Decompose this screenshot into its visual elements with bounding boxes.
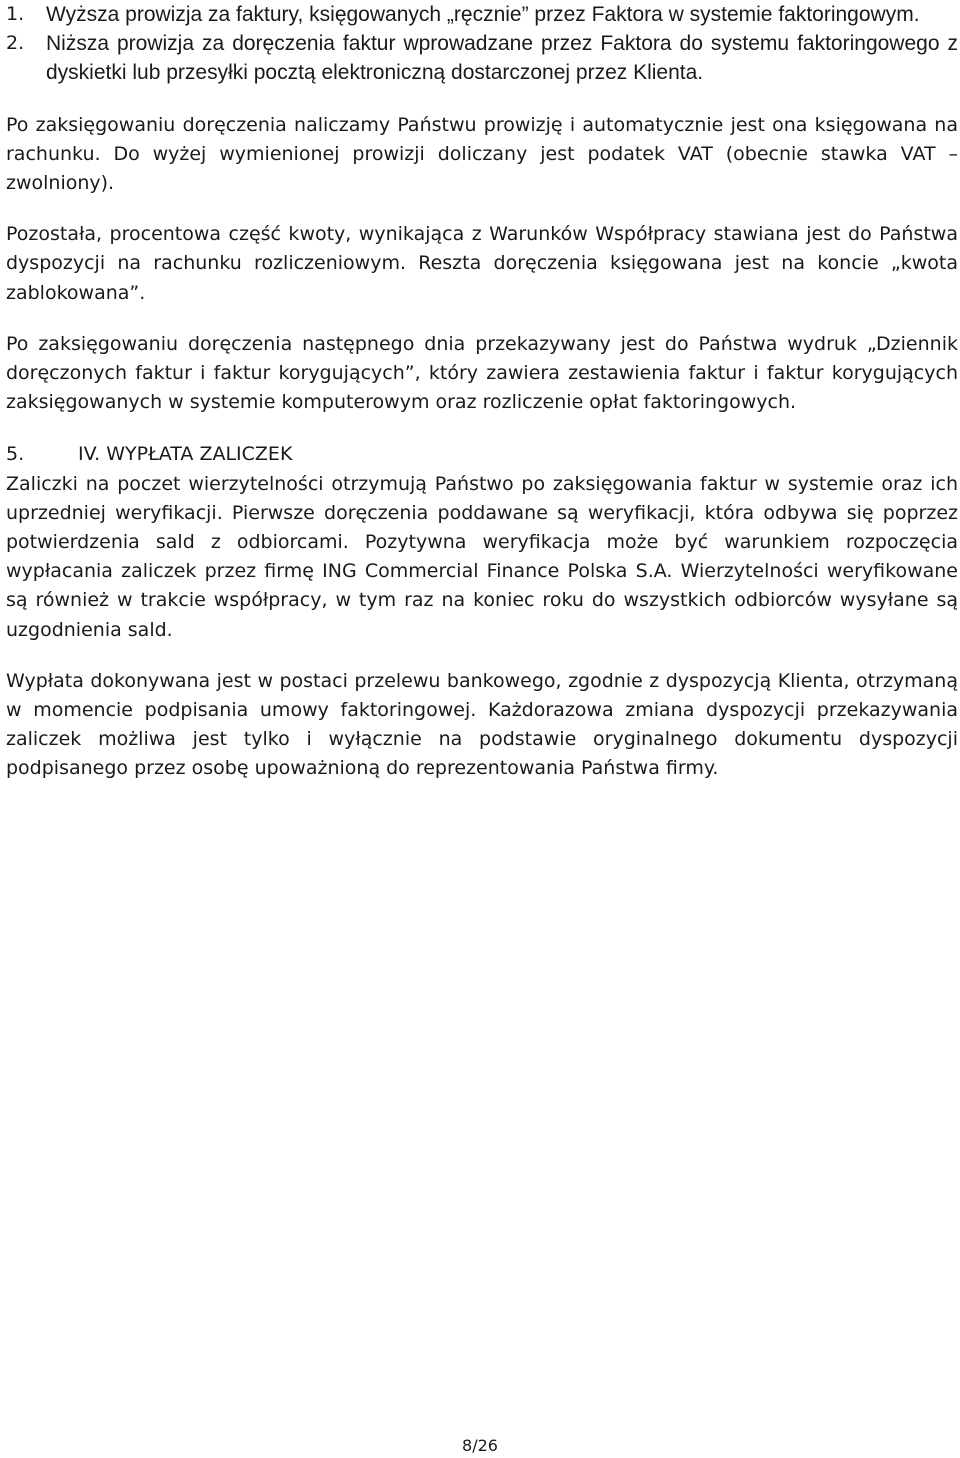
list-item <box>6 0 958 29</box>
paragraph-advances: Zaliczki na poczet wierzytelności otrzymują Państwo po zaksięgowania faktur w systemie oraz ich uprzedniej weryfikacji. Pierwsze doręczenia poddawane są weryfikacji, która odbywa się poprzez potwierdzenia sald z odbiorcami. Pozytywna weryfikacja może być warunkiem rozpoczęcia wypłacania zaliczek przez firmę ING Commercial Finance Polska S.A. Wierzytelności weryfikowane są również w trakcie współpracy, w tym raz na koniec roku do wszystkich odbiorców wysyłane są uzgodnienia sald. <box>6 472 958 641</box>
paragraph-daily-report: Po zaksięgowaniu doręczenia następnego dnia przekazywany jest do Państwa wydruk „Dziennik doręczonych faktur i faktur korygujących”, który zawiera zestawienia faktur i faktur korygujących zaksięgowanych w systemie komputerowym oraz rozliczenie opłat faktoringowych. <box>6 332 958 414</box>
paragraph-remaining-amount: Pozostała, procentowa część kwoty, wynikająca z Warunków Współpracy stawiana jest do Państwa dyspozycji na rachunku rozliczeniowym. Reszta doręczenia księgowana jest na koncie „kwota zablokowana”. <box>6 223 958 304</box>
paragraph-commission: Po zaksięgowaniu doręczenia naliczamy Państwu prowizję i automatycznie jest ona księgowana na rachunku. Do wyżej wymienionej prowizji doliczany jest podatek VAT (obecnie stawka VAT – zwolniony). <box>6 113 958 195</box>
list-item-number: 1. <box>6 3 25 25</box>
provision-list <box>6 0 958 88</box>
list-item-text: Wyższa prowizja za faktury, księgowanych „ręcznie” przez Faktora w systemie faktoringowym. <box>46 3 920 26</box>
paragraph-payment: Wypłata dokonywana jest w postaci przelewu bankowego, zgodnie z dyspozycją Klienta, otrzymaną w momencie podpisania umowy faktoringowej. Każdorazowa zmiana dyspozycji przekazywania zaliczek możliwa jest tylko i wyłącznie na podstawie oryginalnego dokumentu dyspozycji podpisanego przez osobę upoważnioną do reprezentowania Państwa firmy. <box>6 669 958 780</box>
list-item <box>6 29 958 87</box>
document-page <box>6 0 958 784</box>
section-heading <box>6 440 958 469</box>
section-number: 5. <box>6 443 25 466</box>
section-title: IV. WYPŁATA ZALICZEK <box>78 443 293 466</box>
list-item-number: 2. <box>6 32 25 55</box>
list-item-text: Niższa prowizja za doręczenia faktur wprowadzane przez Faktora do systemu faktoringowego z dyskietki lub przesyłki pocztą elektroniczną dostarczonej przez Klienta. <box>46 32 958 85</box>
page-number: 8/26 <box>462 1436 498 1455</box>
